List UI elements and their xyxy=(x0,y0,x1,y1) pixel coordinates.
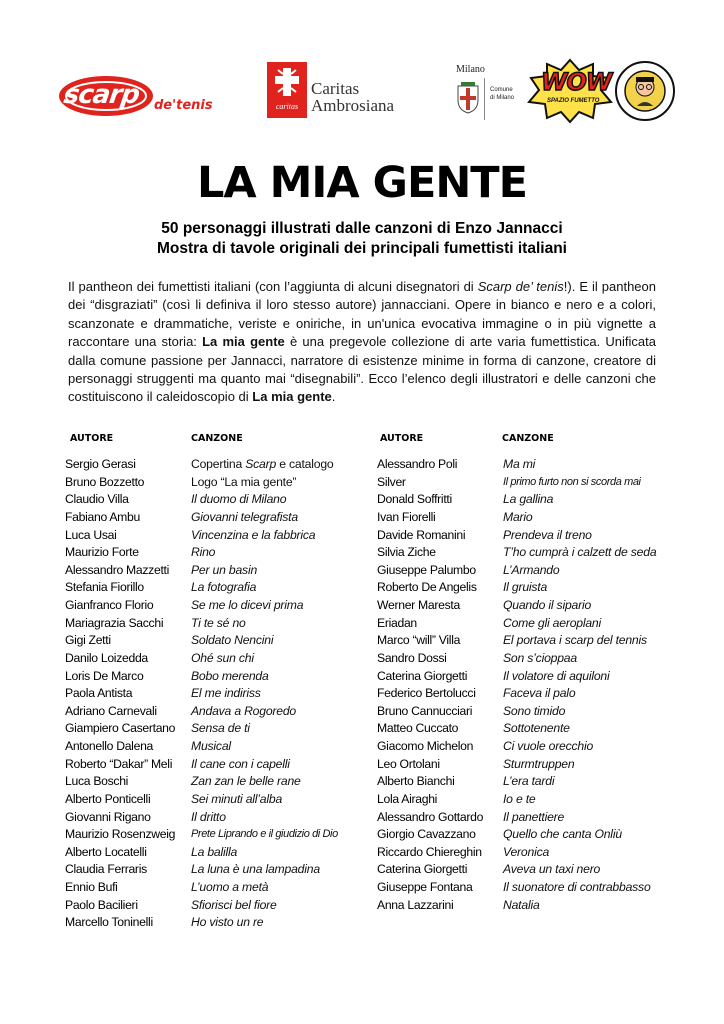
author-name: Donald Soffritti xyxy=(377,492,452,507)
list-item xyxy=(65,685,365,703)
song-title: La balilla xyxy=(191,844,238,859)
song-title-suffix: e catalogo xyxy=(276,457,334,471)
song-title-prefix: Copertina xyxy=(191,457,246,471)
list-item xyxy=(377,668,677,686)
song-title: El portava i scarp del tennis xyxy=(503,633,647,648)
author-name: Marco “will” Villa xyxy=(377,633,461,648)
list-item xyxy=(377,685,677,703)
list-item xyxy=(377,474,677,492)
song-title: Sfiorisci bel fiore xyxy=(191,897,277,912)
list-item xyxy=(65,720,365,738)
song-title: Giovanni telegrafista xyxy=(191,509,298,524)
song-title: Vincenzina e la fabbrica xyxy=(191,527,316,542)
author-name: Marcello Toninelli xyxy=(65,915,153,930)
song-title: La gallina xyxy=(503,492,554,507)
left-song-header: CANZONE xyxy=(191,433,243,444)
author-name: Fabiano Ambu xyxy=(65,509,140,524)
song-title: L’uomo a metà xyxy=(191,880,269,894)
list-item xyxy=(65,791,365,809)
list-item xyxy=(377,897,677,915)
author-name: Claudia Ferraris xyxy=(65,862,147,877)
author-name: Mariagrazia Sacchi xyxy=(65,615,164,630)
author-name: Bruno Cannucciari xyxy=(377,703,473,718)
list-item xyxy=(377,879,677,897)
list-item xyxy=(377,756,677,774)
author-name: Caterina Giorgetti xyxy=(377,862,468,877)
cross-icon xyxy=(267,62,307,102)
author-name: Leo Ortolani xyxy=(377,756,440,771)
list-item xyxy=(377,597,677,615)
intro-text-1: Il pantheon dei fumettisti italiani (con l’aggiunta di alcuni disegnatori di xyxy=(68,279,478,294)
list-item xyxy=(65,509,365,527)
list-item xyxy=(377,615,677,633)
song-title: Sottotenente xyxy=(503,721,570,736)
list-item xyxy=(377,491,677,509)
song-title: Sei minuti all’alba xyxy=(191,791,283,806)
list-item xyxy=(65,738,365,756)
song-title: L’Armando xyxy=(503,562,560,577)
intro-paragraph xyxy=(68,278,656,407)
list-item xyxy=(377,703,677,721)
list-item xyxy=(65,579,365,597)
list-item xyxy=(377,632,677,650)
list-item xyxy=(65,668,365,686)
author-name: Caterina Giorgetti xyxy=(377,668,468,683)
list-item xyxy=(65,826,365,844)
fondazione-franco-fossati-logo xyxy=(614,60,676,122)
intro-strong-2: La mia gente xyxy=(252,389,332,405)
list-item xyxy=(377,720,677,738)
list-item xyxy=(377,456,677,474)
song-title: Natalia xyxy=(503,897,540,912)
intro-text-4: . xyxy=(331,389,336,405)
song-title: Son s’cioppaa xyxy=(503,650,577,665)
author-name: Alessandro Poli xyxy=(377,457,458,471)
scarp-wordmark: scarp xyxy=(61,80,141,110)
song-title: Logo “La mia gente” xyxy=(191,474,297,489)
author-name: Giovanni Rigano xyxy=(65,809,151,824)
caritas-name-line2: Ambrosiana xyxy=(311,96,395,115)
song-title: Quando il sipario xyxy=(503,598,592,612)
list-item xyxy=(377,544,677,562)
song-title: Faceva il palo xyxy=(503,686,576,701)
author-name: Silver xyxy=(377,474,406,489)
author-name: Werner Maresta xyxy=(377,598,460,612)
author-name: Luca Boschi xyxy=(65,774,129,789)
list-item xyxy=(65,879,365,897)
list-item xyxy=(377,650,677,668)
author-name: Matteo Cuccato xyxy=(377,721,459,736)
list-item xyxy=(377,527,677,545)
list-item xyxy=(65,562,365,580)
author-name: Eriadan xyxy=(377,615,417,630)
subtitle-line-1: 50 personaggi illustrati dalle canzoni di Enzo Jannacci xyxy=(161,220,563,237)
author-name: Adriano Carnevali xyxy=(65,703,157,718)
author-name: Anna Lazzarini xyxy=(377,897,454,912)
song-title: Zan zan le belle rane xyxy=(191,774,301,789)
list-item xyxy=(377,738,677,756)
caritas-name xyxy=(311,80,394,114)
list-item xyxy=(65,773,365,791)
song-title-emphasis: Scarp xyxy=(245,457,277,471)
author-name: Bruno Bozzetto xyxy=(65,474,145,489)
intro-emphasis-scarp: Scarp de’ tenis xyxy=(477,279,564,294)
milano-divider xyxy=(484,78,485,120)
song-title: Ti te sé no xyxy=(191,615,246,630)
right-author-header: AUTORE xyxy=(380,433,424,444)
author-name: Roberto De Angelis xyxy=(377,580,477,595)
intro-text-3: è una pregevole collezione di arte varia fumettistica. Unificata dalla comune passione per Jannacci, narratore di esistenze minime in forma di canzone, creatore di personaggi struggenti ma quanto mai “disegnabili”. Ecco l’elenco degli illustratori e delle canzoni che costituiscono il caleidoscopio di xyxy=(68,334,656,405)
song-title: Il suonatore di contrabbasso xyxy=(503,880,651,894)
milano-city-label: Milano xyxy=(456,64,485,75)
fondazione-seal-icon xyxy=(614,60,676,122)
author-name: Loris De Marco xyxy=(65,668,144,683)
wow-subtitle: SPAZIO FUMETTO xyxy=(547,98,600,104)
song-title: Ohé sun chi xyxy=(191,650,254,665)
left-author-header: AUTORE xyxy=(70,433,114,444)
song-title: Prete Liprando e il giudizio di Dio xyxy=(191,828,338,841)
caritas-cross-badge xyxy=(267,62,307,118)
author-name: Maurizio Forte xyxy=(65,545,139,560)
song-title: Se me lo dicevi prima xyxy=(191,598,304,612)
song-title: Quello che canta Onliù xyxy=(503,827,622,842)
author-name: Alberto Locatelli xyxy=(65,844,147,859)
song-title: Il dritto xyxy=(191,809,226,824)
song-title: Come gli aeroplani xyxy=(503,615,602,630)
list-item xyxy=(65,632,365,650)
author-name: Giuseppe Fontana xyxy=(377,880,473,894)
caritas-name-line1: Caritas xyxy=(311,79,360,98)
list-item xyxy=(377,579,677,597)
author-name: Roberto “Dakar” Meli xyxy=(65,756,173,771)
intro-strong-1: La mia gente xyxy=(202,334,285,350)
list-item xyxy=(65,615,365,633)
author-name: Alessandro Gottardo xyxy=(377,809,484,824)
left-artist-list xyxy=(65,456,365,932)
list-item xyxy=(377,826,677,844)
right-artist-list xyxy=(377,456,677,914)
author-name: Sergio Gerasi xyxy=(65,457,136,471)
author-name: Paolo Bacilieri xyxy=(65,897,138,912)
list-item xyxy=(65,844,365,862)
song-title: Per un basin xyxy=(191,562,258,577)
list-item xyxy=(65,861,365,879)
song-title: Il cane con i capelli xyxy=(191,756,290,771)
song-title xyxy=(191,456,334,474)
author-name: Gigi Zetti xyxy=(65,633,111,648)
song-title: Il panettiere xyxy=(503,809,565,824)
song-title: L’era tardi xyxy=(503,774,555,789)
logo-bar xyxy=(0,58,724,130)
song-title: T’ho cumprà i calzett de seda xyxy=(503,545,657,560)
author-name: Stefania Fiorillo xyxy=(65,580,144,595)
author-name: Luca Usai xyxy=(65,527,117,542)
list-item xyxy=(377,773,677,791)
list-item xyxy=(65,544,365,562)
song-title: Sturmtruppen xyxy=(503,756,575,771)
list-item xyxy=(65,474,365,492)
song-title: Aveva un taxi nero xyxy=(503,862,601,877)
song-title: Il gruista xyxy=(503,580,548,595)
song-title: Il duomo di Milano xyxy=(191,492,287,507)
list-item xyxy=(377,509,677,527)
author-name: Federico Bertolucci xyxy=(377,686,476,701)
list-item xyxy=(65,756,365,774)
caritas-ambrosiana-logo xyxy=(267,62,407,124)
milano-comune-text xyxy=(490,86,514,102)
author-name: Giampiero Casertano xyxy=(65,721,176,736)
author-name: Davide Romanini xyxy=(377,527,466,542)
list-item xyxy=(65,914,365,932)
author-name: Giacomo Michelon xyxy=(377,739,474,753)
song-title: Sensa de ti xyxy=(191,721,250,736)
list-item xyxy=(65,650,365,668)
author-name: Giuseppe Palumbo xyxy=(377,562,476,577)
author-name: Silvia Ziche xyxy=(377,545,436,560)
song-title: El me indiriss xyxy=(191,686,261,701)
list-item xyxy=(377,809,677,827)
song-title: Prendeva il treno xyxy=(503,527,592,542)
author-name: Alessandro Mazzetti xyxy=(65,562,170,577)
author-name: Antonello Dalena xyxy=(65,739,154,753)
list-item xyxy=(377,844,677,862)
list-item xyxy=(65,809,365,827)
scarp-de-tenis-logo xyxy=(58,74,213,116)
author-name: Maurizio Rosenzweig xyxy=(65,827,176,842)
comune-di-milano-logo xyxy=(452,62,522,124)
song-title: Musical xyxy=(191,739,231,753)
list-item xyxy=(65,491,365,509)
list-item xyxy=(65,597,365,615)
song-title: La fotografia xyxy=(191,580,257,595)
song-title: Il volatore di aquiloni xyxy=(503,668,610,683)
author-name: Ennio Bufi xyxy=(65,880,118,894)
page-title: LA MIA GENTE xyxy=(196,158,528,208)
list-item xyxy=(377,562,677,580)
author-name: Paola Antista xyxy=(65,686,133,701)
intro-text-2: !). E il pantheon dei “disgraziati” (così li definiva il loro stesso autore) jannacciani. Opere in bianco e nero e a colori, scanzonate e drammatiche, veriste e oniriche, in un'unica evocativa immagine o in più vignette a raccontare una storia: xyxy=(68,279,656,350)
author-name: Alberto Bianchi xyxy=(377,774,455,789)
author-name: Sandro Dossi xyxy=(377,650,447,665)
song-title: Mario xyxy=(503,509,533,524)
song-title: Rino xyxy=(191,545,216,560)
song-title: Ci vuole orecchio xyxy=(503,739,594,753)
author-name: Giorgio Cavazzano xyxy=(377,827,476,842)
subtitle-line-2: Mostra di tavole originali dei principali fumettisti italiani xyxy=(157,240,567,257)
scarp-suffix: de'tenis xyxy=(154,98,213,113)
song-title: Io e te xyxy=(503,791,536,806)
list-item xyxy=(377,861,677,879)
song-title: Sono timido xyxy=(503,703,566,718)
list-item xyxy=(65,456,365,474)
milano-comune-line2: di Milano xyxy=(490,95,515,101)
song-title: La luna è una lampadina xyxy=(191,862,320,877)
list-item xyxy=(65,527,365,545)
song-title: Soldato Nencini xyxy=(191,633,274,648)
author-name: Gianfranco Florio xyxy=(65,598,154,612)
song-title: Il primo furto non si scorda mai xyxy=(503,475,641,488)
author-name: Ivan Fiorelli xyxy=(377,509,436,524)
author-name: Claudio Villa xyxy=(65,492,129,507)
milano-shield-icon xyxy=(456,82,480,114)
author-name: Danilo Loizedda xyxy=(65,650,148,665)
author-name: Alberto Ponticelli xyxy=(65,791,151,806)
list-item xyxy=(65,897,365,915)
milano-comune-line1: Comune xyxy=(490,87,513,93)
author-name: Lola Airaghi xyxy=(377,791,438,806)
list-item xyxy=(377,791,677,809)
wow-wordmark: WOW xyxy=(541,68,612,96)
song-title: Veronica xyxy=(503,844,550,859)
wow-spazio-fumetto-logo xyxy=(527,58,613,124)
song-title: Ho visto un re xyxy=(191,915,264,930)
author-name: Riccardo Chiereghin xyxy=(377,844,482,859)
song-title: Ma mi xyxy=(503,457,536,471)
song-title: Andava a Rogoredo xyxy=(191,703,297,718)
song-title: Bobo merenda xyxy=(191,668,269,683)
right-song-header: CANZONE xyxy=(502,433,554,444)
list-item xyxy=(65,703,365,721)
caritas-badge-text: caritas xyxy=(275,102,299,111)
